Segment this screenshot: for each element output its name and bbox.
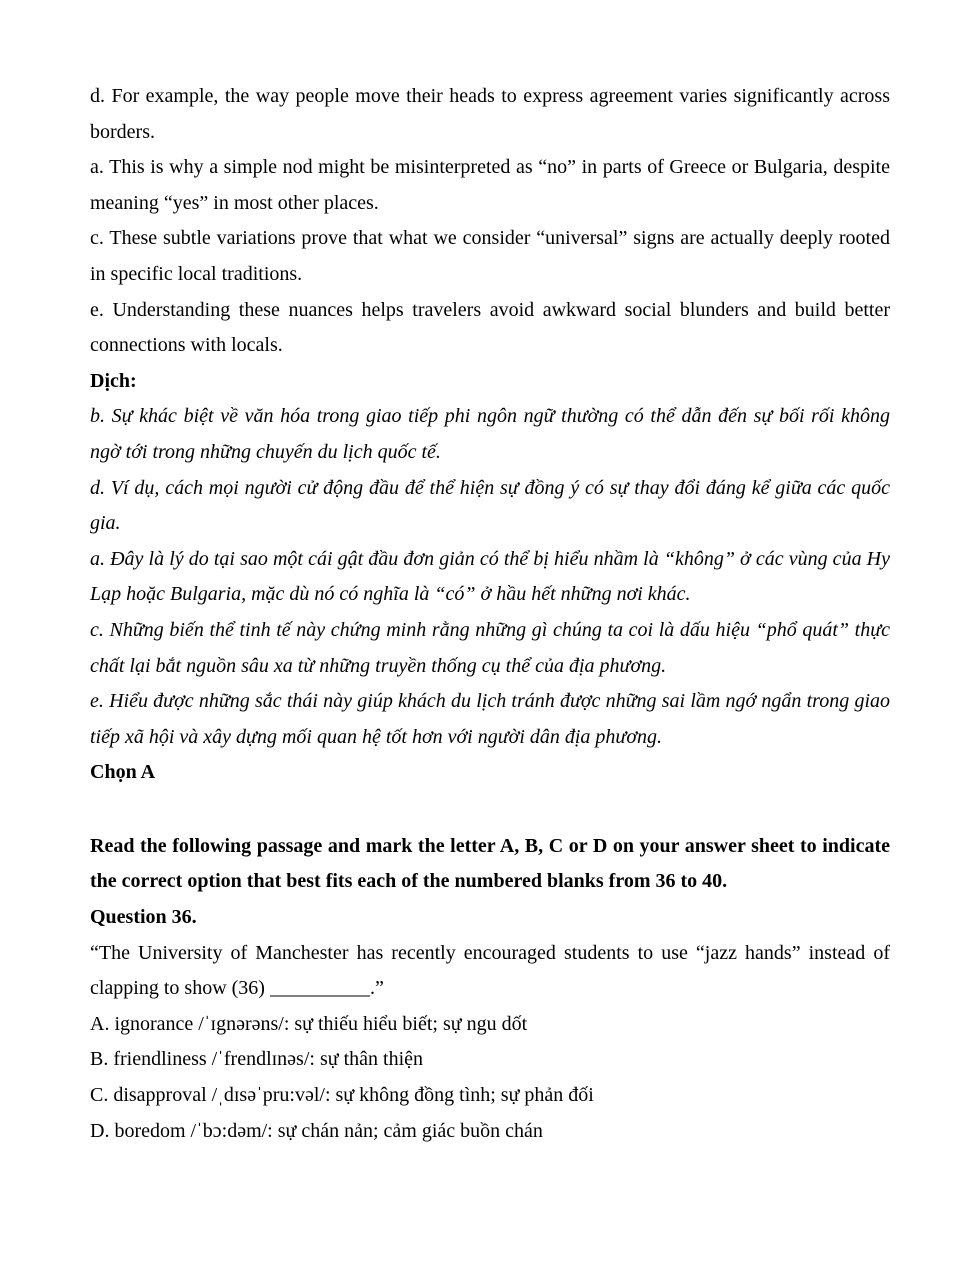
translation-a: a. Đây là lý do tại sao một cái gật đầu đơn giản có thể bị hiểu nhầm là “không” ở các vùng của Hy Lạp hoặc Bulgaria, mặc dù nó có nghĩa là “có” ở hầu hết những nơi khác. xyxy=(90,547,890,606)
blank-line xyxy=(90,791,890,829)
answer-choice: Chọn A xyxy=(90,761,156,784)
english-sentence-d: d. For example, the way people move their heads to express agreement varies significantly across borders. xyxy=(90,85,890,143)
option-a: A. ignorance /ˈɪgnərəns/: sự thiếu hiểu biết; sự ngu dốt xyxy=(90,1012,528,1035)
english-sentence-a: a. This is why a simple nod might be misinterpreted as “no” in parts of Greece or Bulgaria, despite meaning “yes” in most other places. xyxy=(90,156,890,214)
english-sentence-e: e. Understanding these nuances helps travelers avoid awkward social blunders and build better connections with locals. xyxy=(90,298,890,357)
translation-b: b. Sự khác biệt về văn hóa trong giao tiếp phi ngôn ngữ thường có thể dẫn đến sự bối rối không ngờ tới trong những chuyến du lịch quốc tế. xyxy=(90,405,890,463)
option-c: C. disapproval /ˌdɪsəˈpru:vəl/: sự không đồng tình; sự phản đối xyxy=(90,1084,594,1107)
section-instruction: Read the following passage and mark the letter A, B, C or D on your answer sheet to indicate the correct option that best fits each of the numbered blanks from 36 to 40. xyxy=(90,834,890,893)
question-label: Question 36. xyxy=(90,906,197,929)
english-sentence-c: c. These subtle variations prove that what we consider “universal” signs are actually deeply rooted in specific local traditions. xyxy=(90,227,890,285)
option-b: B. friendliness /ˈfrendlɪnəs/: sự thân thiện xyxy=(90,1048,423,1071)
question-text: “The University of Manchester has recently encouraged students to use “jazz hands” instead of clapping to show (36) __________.” xyxy=(90,941,890,1000)
translation-d: d. Ví dụ, cách mọi người cử động đầu để thể hiện sự đồng ý có sự thay đổi đáng kể giữa các quốc gia. xyxy=(90,476,890,535)
translation-e: e. Hiểu được những sắc thái này giúp khách du lịch tránh được những sai lầm ngớ ngẩn trong giao tiếp xã hội và xây dựng mối quan hệ tốt hơn với người dân địa phương. xyxy=(90,690,890,748)
translation-heading: Dịch: xyxy=(90,369,137,392)
translation-c: c. Những biến thể tinh tế này chứng minh rằng những gì chúng ta coi là dấu hiệu “phổ quát” thực chất lại bắt nguồn sâu xa từ những truyền thống cụ thể của địa phương. xyxy=(90,618,890,677)
option-d: D. boredom /ˈbɔ:dəm/: sự chán nản; cảm giác buồn chán xyxy=(90,1119,543,1142)
